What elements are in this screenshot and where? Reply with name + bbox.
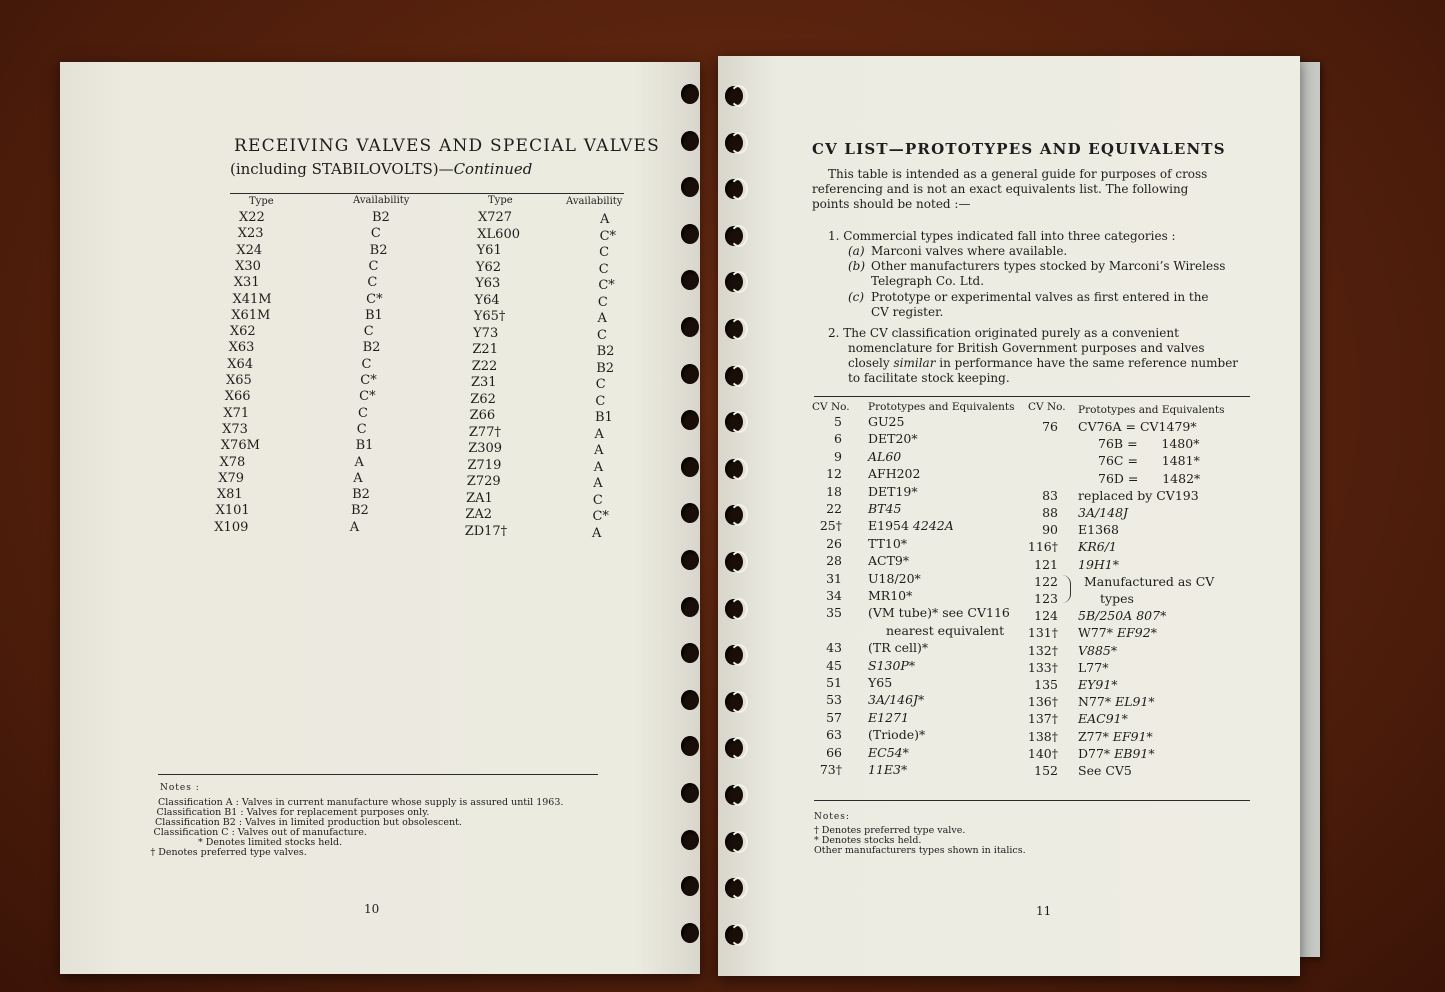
col-header-availability-1: Availability [353,195,410,206]
note-line: Classification C : Valves out of manufacture. [153,827,367,838]
plain-text: nearest equivalent [886,622,1005,638]
italic-text: 3A/148J [1078,505,1129,520]
cv-equivalent [1078,419,1197,434]
cv-equivalent [1078,625,1157,640]
binding-hole [681,690,699,710]
cv-equivalent [886,623,1004,638]
col-header-cv-1: CV No. [812,401,850,413]
valve-type: X79 [218,470,244,486]
plain-text: E1368 [1078,522,1119,538]
cv-equivalent [868,449,901,464]
italic-text: KR6/1 [1078,539,1117,555]
cv-number: 25† [819,518,842,534]
italic-text: 5B/250A 807* [1078,608,1167,624]
cv-equivalent [1078,694,1155,709]
cv-number: 51 [826,675,842,690]
point-1a-label: (a) [848,244,865,258]
plain-text: (VM tube)* see CV116 [868,605,1010,621]
cv-number: 73† [819,762,842,777]
valve-type: ZA2 [465,507,493,522]
point-1c-label: (c) [848,290,865,304]
cv-equivalent [868,605,1010,620]
point-1: 1. Commercial types indicated fall into three categories : [828,229,1176,243]
binding-hole [681,597,699,617]
binding-ring [730,225,748,247]
cv-number: 57 [826,709,842,725]
valve-availability: A [353,470,363,486]
valve-availability: C [363,324,374,340]
col-header-cv-2: CV No. [1028,401,1066,413]
plain-text: See CV5 [1078,763,1132,778]
italic-text: EY91* [1078,677,1118,692]
valve-type: Y73 [473,325,499,341]
col-header-availability-2: Availability [566,196,623,207]
cv-number: 6 [834,431,842,447]
cv-equivalent [868,536,907,551]
valve-type: X23 [237,226,264,242]
valve-availability: B2 [369,242,388,258]
plain-text: MR10* [868,588,913,603]
valve-type: X30 [235,258,261,274]
binding-hole [681,84,699,104]
valve-type: X62 [229,324,256,340]
cv-equivalent [868,501,901,516]
plain-text: U18/20* [868,570,921,586]
cv-equivalent [1078,746,1155,761]
cv-number: 140† [1027,745,1058,761]
cv-equivalent [868,745,909,760]
cv-equivalent [1078,488,1199,503]
cv-equivalent [1078,711,1128,726]
cv-number: 138† [1027,728,1058,744]
italic-text: V885* [1078,642,1118,658]
binding-ring [730,831,748,853]
valve-type: ZD17† [464,523,508,539]
valve-type: ZA1 [466,490,493,506]
valve-availability: A [600,212,610,227]
plain-text: (TR cell)* [868,640,929,656]
note-line: * Denotes limited stocks held. [198,837,343,848]
valve-availability: B1 [594,410,613,425]
cv-number: 31 [826,570,842,586]
valve-type: Y62 [475,259,502,275]
valve-availability: C [597,294,608,310]
cv-equivalent [868,727,925,742]
cv-equivalent [868,518,954,533]
valve-availability: A [597,311,607,326]
cv-equivalent [1078,763,1132,778]
binding-hole [681,364,699,384]
binding-hole [681,830,699,850]
page-number: 10 [364,902,380,916]
valve-availability: C [592,492,603,508]
cv-number: 135 [1034,677,1058,692]
valve-type: X24 [236,242,263,258]
plain-text: AFH202 [868,466,921,482]
valve-availability: B2 [352,487,370,503]
valve-type: X63 [228,340,255,356]
binding-ring [730,924,748,946]
italic-text: 19H1* [1078,556,1120,572]
valve-availability: C [597,327,607,343]
plain-text: DET19* [868,483,918,499]
valve-availability: A [354,454,364,470]
note-line: Classification A : Valves in current manufacture whose supply is assured until 1963. [158,797,564,808]
col-header-proto-1: Prototypes and Equivalents [868,401,1015,413]
valve-availability: C [599,245,610,260]
table-rule [814,396,1250,397]
cv-equivalent [868,675,892,690]
cv-equivalent [1098,436,1199,451]
plain-text: types [1100,591,1134,606]
cv-number: 28 [826,553,842,569]
point-2: nomenclature for British Government purposes and valves [848,341,1205,355]
valve-type: X101 [215,503,250,519]
plain-text: Manufactured as CV [1084,573,1215,589]
cv-number: 53 [826,692,842,708]
cv-number: 133† [1027,659,1058,675]
binding-hole [681,317,699,337]
cv-equivalent [868,431,918,446]
binding-hole [681,224,699,244]
cv-equivalent [868,640,928,655]
valve-availability: B2 [362,340,381,356]
valve-availability: A [349,519,360,535]
note-line: * Denotes stocks held. [814,835,922,846]
cv-number: 18 [826,483,842,499]
binding-hole [681,550,699,570]
valve-type: X71 [223,405,250,421]
valve-type: Z729 [466,474,501,489]
binding-hole [681,457,699,477]
cv-equivalent [1078,608,1166,623]
plain-text: Z77* [1078,728,1113,744]
point-1c: Prototype or experimental valves as first entered in the [871,290,1209,304]
binding-ring [730,132,748,154]
valve-availability: C* [366,291,383,307]
plain-text: W77* [1078,625,1117,641]
cv-number: 131† [1027,625,1058,641]
cv-equivalent [1078,677,1118,692]
note-line: Classification B2 : Valves in limited production but obsolescent. [155,817,462,828]
valve-availability: A [593,459,604,475]
plain-text: N77* [1078,694,1116,710]
valve-availability: C [370,226,381,242]
notes-heading: Notes : [160,783,200,793]
valve-type: Z66 [469,408,496,423]
binding-ring [730,551,748,573]
cv-equivalent [868,762,907,777]
point-1a: Marconi valves where available. [871,244,1068,258]
note-line: † Denotes preferred type valve. [814,825,966,836]
cv-equivalent [1078,522,1119,537]
plain-text: CV76A = CV1479* [1078,419,1197,434]
notes-rule [814,800,1250,801]
cv-number: 137† [1027,711,1058,727]
italic-text: AL60 [868,448,902,464]
valve-availability: C* [359,389,376,405]
valve-availability: A [593,476,603,491]
cv-number: 88 [1042,505,1058,520]
cv-equivalent [868,658,915,673]
binding-ring [730,318,748,340]
plain-text: Y65 [868,675,893,690]
valve-type: X31 [233,275,260,291]
cv-number: 26 [826,535,842,551]
cv-equivalent [868,484,918,499]
cv-equivalent [868,710,909,725]
cv-equivalent [1078,505,1128,520]
right-page [718,56,1300,976]
valve-type: X81 [216,487,243,503]
cv-number: 132† [1027,642,1058,658]
cv-number: 43 [826,640,842,656]
col-header-type-2: Type [488,195,513,206]
italic-text: 3A/146J* [868,692,925,708]
valve-availability: B1 [364,307,383,323]
cv-equivalent [1078,660,1108,675]
cv-equivalent [868,571,921,586]
plain-text: TT10* [868,535,908,551]
page-number: 11 [1036,904,1052,918]
italic-text: BT45 [868,501,902,516]
italic-text: E1271 [868,709,909,725]
plain-text: (Triode)* [868,727,926,743]
cv-equivalent [1078,557,1119,572]
cv-number: 45 [826,657,842,673]
cv-number: 90 [1042,522,1058,538]
valve-type: X78 [219,454,246,470]
italic-text: S130P* [868,657,916,673]
cv-number: 63 [826,727,842,743]
cv-equivalent [1078,729,1153,744]
plain-text: ACT9* [868,553,910,569]
cv-equivalent [868,466,920,481]
binding-ring [730,458,748,480]
col-header-type-1: Type [249,196,274,207]
valve-type: Y61 [476,243,502,258]
binding-ring [730,365,748,387]
valve-type: X64 [227,356,254,372]
cv-number: 35 [826,605,842,621]
cv-number: 83 [1042,487,1058,503]
cv-number: 124 [1034,608,1058,624]
valve-availability: C* [598,278,615,293]
italic-text: EC54* [868,744,909,760]
cv-number: 122 [1034,573,1058,589]
valve-availability: A [594,443,604,458]
point-1c: CV register. [871,305,944,319]
valve-availability: C [595,377,606,392]
point-1b-label: (b) [848,259,866,273]
plain-text: 76D = 1482* [1098,470,1201,486]
valve-type: X65 [226,373,252,388]
binding-ring [730,598,748,620]
notes-heading: Notes: [814,812,850,822]
plain-text: D77* [1078,745,1115,761]
col-header-proto-2: Prototypes and Equivalents [1078,404,1225,416]
valve-type: XL600 [477,226,520,242]
valve-type: X727 [478,210,513,225]
valve-type: Z719 [467,457,502,473]
valve-availability: B1 [355,438,374,454]
note-line: Classification B1 : Valves for replacement purposes only. [156,807,430,818]
valve-type: Y65† [473,309,506,324]
valve-availability: C* [599,228,617,244]
cv-number: 12 [826,466,842,482]
valve-type: X61M [231,307,271,323]
cv-equivalent [868,414,904,429]
point-1b: Telegraph Co. Ltd. [871,274,985,288]
binding-hole [681,783,699,803]
italic-text: 11E3* [868,762,908,777]
brace [1062,575,1071,603]
cv-number: 152 [1034,763,1058,778]
valve-type: X66 [224,389,251,405]
cv-equivalent [1100,591,1134,606]
cv-equivalent [1084,574,1214,589]
valve-availability: B2 [596,344,615,359]
cv-number: 116† [1027,539,1058,555]
note-line: Other manufacturers types shown in italics. [814,845,1026,856]
page-title: CV LIST—PROTOTYPES AND EQUIVALENTS [812,140,1226,158]
valve-type: Z22 [471,358,498,374]
italic-text: 4242A [912,518,954,534]
valve-type: Z21 [472,342,498,357]
valve-type: Y64 [474,292,500,308]
valve-availability: A [592,525,602,541]
valve-type: Z77† [468,424,501,440]
valve-type: X109 [214,519,249,535]
cv-equivalent [1078,643,1117,658]
plain-text: DET20* [868,431,918,447]
cv-number: 34 [826,588,842,603]
valve-availability: C [361,356,372,372]
valve-type: Z31 [471,375,497,390]
valve-type: Z62 [470,391,496,407]
cv-number: 76 [1042,419,1058,434]
cv-equivalent [1098,471,1200,486]
valve-availability: C [357,405,368,421]
cv-equivalent [868,588,912,603]
intro-line: This table is intended as a general guide for purposes of cross [828,167,1208,181]
plain-text: GU25 [868,414,905,429]
valve-availability: A [594,426,604,442]
binding-ring [730,691,748,713]
plain-text: E1954 [868,518,913,534]
italic-text: EB91* [1114,745,1155,761]
italic-text: EF92* [1116,625,1157,641]
valve-type: X41M [232,291,272,307]
cv-equivalent [868,553,909,568]
valve-availability: C [595,393,606,409]
intro-line: points should be noted :— [812,197,971,211]
valve-type: X73 [222,421,248,437]
valve-type: Z309 [468,441,503,456]
cv-number: 22 [826,501,842,516]
cv-equivalent [1078,539,1117,554]
valve-availability: B2 [596,360,615,376]
point-2: to facilitate stock keeping. [848,371,1010,385]
valve-availability: C* [360,373,377,388]
cv-number: 66 [826,744,842,760]
valve-availability: C* [592,509,609,524]
cv-equivalent [1098,453,1200,468]
valve-availability: C [598,261,609,277]
cv-number: 5 [834,414,842,429]
italic-text: EL91* [1115,694,1155,710]
valve-availability: C [356,421,367,437]
page-title: RECEIVING VALVES AND SPECIAL VALVES [234,136,660,156]
valve-type: X22 [239,210,265,225]
binding-ring [730,85,748,107]
valve-availability: B2 [372,210,390,225]
valve-type: Y63 [475,276,501,291]
cv-equivalent [868,692,924,707]
point-2: 2. The CV classification originated purely as a convenient [828,326,1179,340]
point-1b: Other manufacturers types stocked by Marconi’s Wireless [871,259,1226,273]
plain-text: 76B = 1480* [1098,436,1200,452]
italic-text: EAC91* [1078,711,1128,727]
plain-text: L77* [1078,659,1109,675]
valve-type: X76M [220,438,260,454]
cv-number: 123 [1034,591,1058,606]
valve-availability: B2 [350,503,369,519]
italic-text: EF91* [1112,728,1153,744]
valve-availability: C [368,258,379,274]
note-line: † Denotes preferred type valves. [150,847,307,858]
binding-hole [681,923,699,943]
header-rule [230,193,624,194]
intro-line: referencing and is not an exact equivalents list. The following [812,182,1189,196]
page-subtitle: (including STABILOVOLTS)—Continued [230,160,533,178]
plain-text: replaced by CV193 [1078,487,1199,503]
cv-number: 136† [1027,694,1058,710]
binding-ring [730,784,748,806]
notes-rule [158,774,598,775]
plain-text: 76C = 1481* [1098,453,1200,469]
valve-availability: C [367,275,378,291]
cv-number: 121 [1034,556,1058,572]
point-2: closely similar in performance have the same reference number [848,356,1239,370]
cv-number: 9 [834,448,842,464]
binding-hole [681,131,699,151]
left-page [60,62,700,974]
